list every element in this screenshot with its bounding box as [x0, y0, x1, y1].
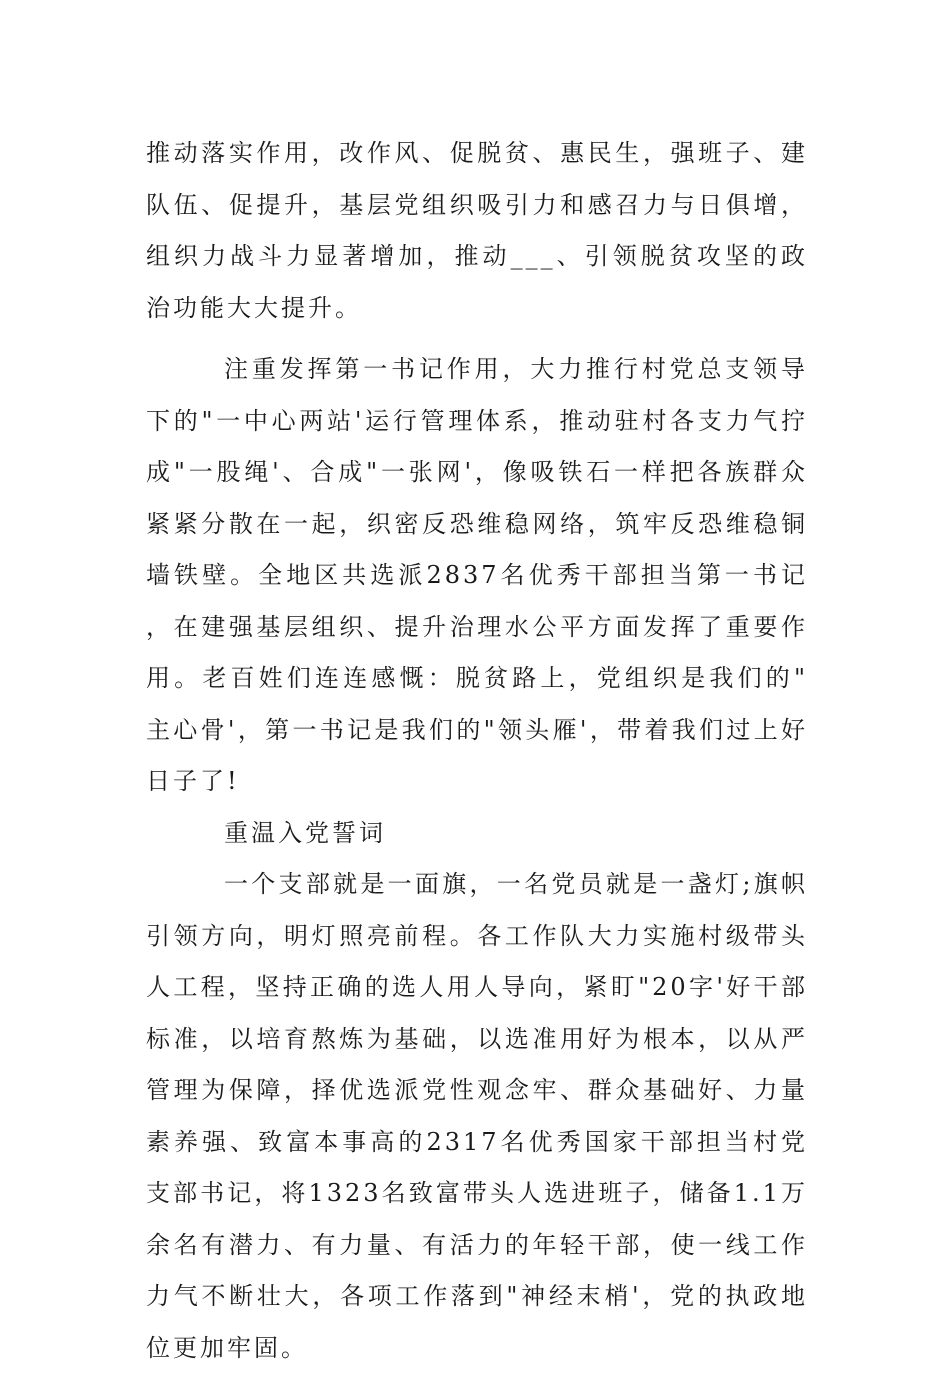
paragraph-continuation: 推动落实作用，改作风、促脱贫、惠民生，强班子、建队伍、促提升，基层党组织吸引力和感召力与日俱增，组织力战斗力显著增加，推动___、引领脱贫攻坚的政治功能大大提升。 [146, 139, 808, 322]
document-body [146, 128, 808, 1374]
section-heading: 重温入党誓词 [224, 818, 386, 847]
paragraph-first-secretary: 注重发挥第一书记作用，大力推行村党总支领导下的"一中心两站'运行管理体系，推动驻村各支力气拧成"一股绳'、合成"一张网'，像吸铁石一样把各族群众紧紧分散在一起，织密反恐维稳网络，筑牢反恐维稳铜墙铁壁。全地区共选派2837名优秀干部担当第一书记，在建强基层组织、提升治理水公平方面发挥了重要作用。老百姓们连连感慨：脱贫路上，党组织是我们的"主心骨'，第一书记是我们的"领头雁'，带着我们过上好日子了! [146, 355, 808, 795]
paragraph-branch-leaders: 一个支部就是一面旗，一名党员就是一盏灯;旗帜引领方向，明灯照亮前程。各工作队大力实施村级带头人工程，坚持正确的选人用人导向，紧盯"20字'好干部标准，以培育熬炼为基础，以选准用好为根本，以从严管理为保障，择优选派党性观念牢、群众基础好、力量素养强、致富本事高的2317名优秀国家干部担当村党支部书记，将1323名致富带头人选进班子，储备1.1万余名有潜力、有力量、有活力的年轻干部，使一线工作力气不断壮大，各项工作落到"神经末梢'，党的执政地位更加牢固。 [146, 870, 808, 1362]
